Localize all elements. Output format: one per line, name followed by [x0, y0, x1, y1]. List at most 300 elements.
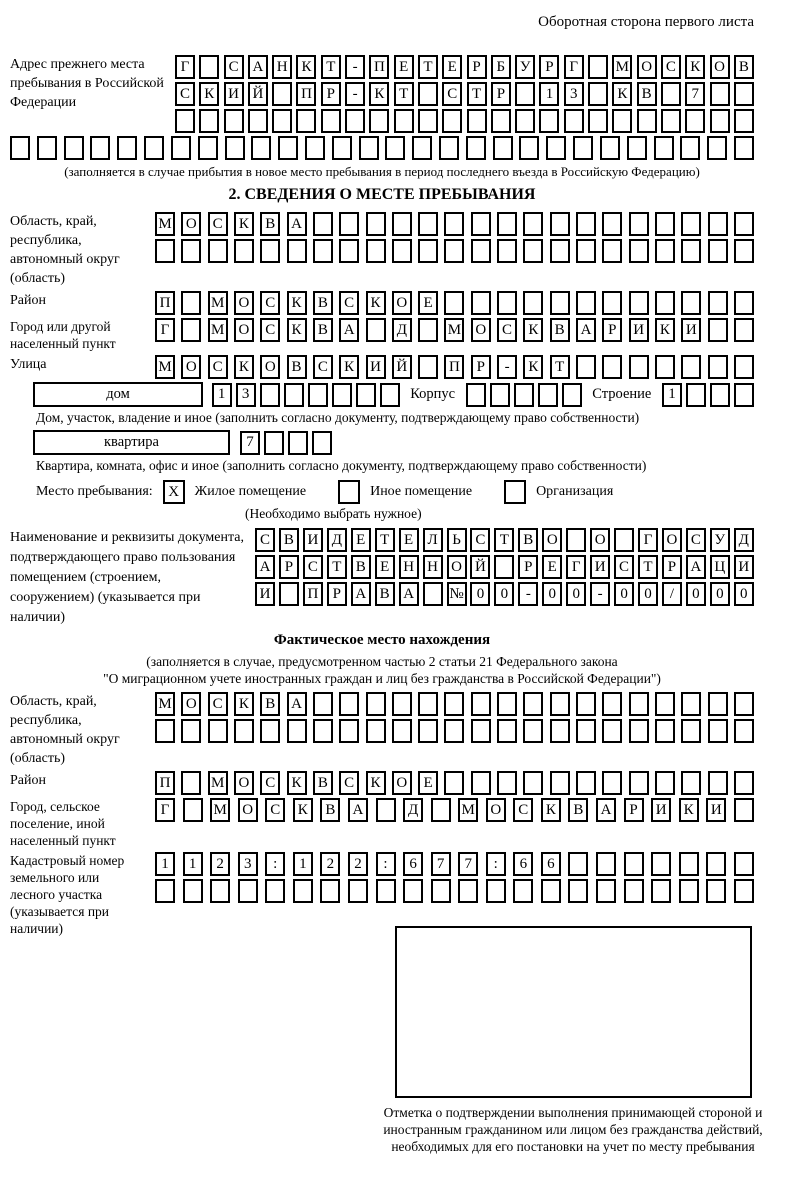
char-box[interactable]: Т	[550, 355, 570, 379]
char-box[interactable]	[602, 291, 622, 315]
char-box[interactable]: К	[287, 318, 307, 342]
char-box[interactable]	[439, 136, 459, 160]
char-box[interactable]: К	[369, 82, 389, 106]
char-box[interactable]	[550, 692, 570, 716]
char-box[interactable]: М	[612, 55, 632, 79]
char-box[interactable]: С	[661, 55, 681, 79]
char-box[interactable]	[550, 212, 570, 236]
char-box[interactable]	[523, 291, 543, 315]
char-box[interactable]: Р	[539, 55, 559, 79]
char-box[interactable]	[208, 239, 228, 263]
char-box[interactable]: Е	[394, 55, 414, 79]
char-box[interactable]: 0	[470, 582, 490, 606]
char-box[interactable]	[467, 109, 487, 133]
char-box[interactable]: В	[260, 212, 280, 236]
char-box[interactable]: И	[706, 798, 726, 822]
char-box[interactable]: 0	[734, 582, 754, 606]
char-box[interactable]	[155, 879, 175, 903]
char-box[interactable]	[523, 239, 543, 263]
char-box[interactable]: С	[208, 692, 228, 716]
char-box[interactable]	[418, 109, 438, 133]
char-box[interactable]: К	[366, 291, 386, 315]
char-box[interactable]	[418, 355, 438, 379]
char-box[interactable]: Т	[394, 82, 414, 106]
char-box[interactable]: У	[710, 528, 730, 552]
char-box[interactable]: М	[208, 291, 228, 315]
char-box[interactable]	[655, 771, 675, 795]
char-box[interactable]	[734, 719, 754, 743]
char-box[interactable]	[369, 109, 389, 133]
char-box[interactable]: О	[181, 355, 201, 379]
char-box[interactable]: 1	[539, 82, 559, 106]
char-box[interactable]: О	[590, 528, 610, 552]
char-box[interactable]: №	[447, 582, 467, 606]
char-box[interactable]	[10, 136, 30, 160]
char-box[interactable]	[380, 383, 400, 407]
char-box[interactable]	[538, 383, 558, 407]
char-box[interactable]: В	[637, 82, 657, 106]
char-box[interactable]	[629, 719, 649, 743]
char-box[interactable]	[392, 239, 412, 263]
char-box[interactable]	[734, 798, 754, 822]
checkbox-organization[interactable]	[504, 480, 526, 504]
char-box[interactable]: Г	[155, 318, 175, 342]
char-box[interactable]: П	[303, 582, 323, 606]
char-box[interactable]	[681, 212, 701, 236]
char-box[interactable]: К	[366, 771, 386, 795]
char-box[interactable]: 0	[566, 582, 586, 606]
char-box[interactable]	[629, 239, 649, 263]
char-box[interactable]: 1	[183, 852, 203, 876]
char-box[interactable]: А	[248, 55, 268, 79]
char-box[interactable]	[629, 212, 649, 236]
char-box[interactable]	[686, 383, 706, 407]
char-box[interactable]	[181, 318, 201, 342]
char-box[interactable]	[339, 239, 359, 263]
char-box[interactable]: Д	[403, 798, 423, 822]
char-box[interactable]: В	[375, 582, 395, 606]
char-box[interactable]	[513, 879, 533, 903]
char-box[interactable]	[225, 136, 245, 160]
char-box[interactable]: С	[442, 82, 462, 106]
char-box[interactable]: О	[234, 318, 254, 342]
char-box[interactable]	[710, 383, 730, 407]
char-box[interactable]	[679, 879, 699, 903]
char-box[interactable]	[523, 771, 543, 795]
char-box[interactable]: Й	[392, 355, 412, 379]
char-box[interactable]: М	[155, 355, 175, 379]
char-box[interactable]: У	[515, 55, 535, 79]
char-box[interactable]	[320, 879, 340, 903]
char-box[interactable]	[471, 239, 491, 263]
char-box[interactable]	[515, 109, 535, 133]
char-box[interactable]: О	[260, 355, 280, 379]
char-box[interactable]	[493, 136, 513, 160]
char-box[interactable]	[710, 109, 730, 133]
char-box[interactable]	[199, 55, 219, 79]
char-box[interactable]	[199, 109, 219, 133]
char-box[interactable]	[576, 291, 596, 315]
char-box[interactable]: В	[550, 318, 570, 342]
char-box[interactable]	[385, 136, 405, 160]
char-box[interactable]: В	[279, 528, 299, 552]
char-box[interactable]: Е	[375, 555, 395, 579]
char-box[interactable]: П	[155, 771, 175, 795]
char-box[interactable]	[576, 771, 596, 795]
char-box[interactable]	[497, 291, 517, 315]
char-box[interactable]	[576, 212, 596, 236]
char-box[interactable]	[734, 879, 754, 903]
char-box[interactable]	[486, 879, 506, 903]
char-box[interactable]: С	[497, 318, 517, 342]
char-box[interactable]	[366, 239, 386, 263]
char-box[interactable]: К	[234, 692, 254, 716]
char-box[interactable]: А	[255, 555, 275, 579]
char-box[interactable]: Н	[423, 555, 443, 579]
char-box[interactable]: С	[303, 555, 323, 579]
char-box[interactable]	[144, 136, 164, 160]
char-box[interactable]: А	[351, 582, 371, 606]
char-box[interactable]: Т	[467, 82, 487, 106]
char-box[interactable]	[629, 771, 649, 795]
char-box[interactable]	[265, 879, 285, 903]
char-box[interactable]	[181, 291, 201, 315]
char-box[interactable]: Р	[279, 555, 299, 579]
char-box[interactable]: 7	[431, 852, 451, 876]
char-box[interactable]	[708, 355, 728, 379]
char-box[interactable]: Т	[321, 55, 341, 79]
char-box[interactable]: 6	[513, 852, 533, 876]
char-box[interactable]	[278, 136, 298, 160]
char-box[interactable]: С	[260, 318, 280, 342]
char-box[interactable]: В	[260, 692, 280, 716]
char-box[interactable]: 0	[494, 582, 514, 606]
char-box[interactable]	[515, 82, 535, 106]
char-box[interactable]: Т	[494, 528, 514, 552]
char-box[interactable]	[539, 109, 559, 133]
char-box[interactable]: К	[293, 798, 313, 822]
char-box[interactable]	[418, 318, 438, 342]
char-box[interactable]: П	[155, 291, 175, 315]
char-box[interactable]	[296, 109, 316, 133]
char-box[interactable]	[651, 852, 671, 876]
char-box[interactable]: 3	[564, 82, 584, 106]
char-box[interactable]: -	[345, 82, 365, 106]
char-box[interactable]	[471, 719, 491, 743]
char-box[interactable]	[248, 109, 268, 133]
char-box[interactable]	[366, 692, 386, 716]
char-box[interactable]: В	[313, 771, 333, 795]
char-box[interactable]: С	[513, 798, 533, 822]
char-box[interactable]	[612, 109, 632, 133]
char-box[interactable]: С	[265, 798, 285, 822]
char-box[interactable]	[312, 431, 332, 455]
char-box[interactable]: 1	[293, 852, 313, 876]
char-box[interactable]: К	[523, 318, 543, 342]
char-box[interactable]	[497, 771, 517, 795]
char-box[interactable]: М	[208, 771, 228, 795]
char-box[interactable]: М	[444, 318, 464, 342]
char-box[interactable]: Б	[491, 55, 511, 79]
char-box[interactable]: 2	[210, 852, 230, 876]
char-box[interactable]	[624, 852, 644, 876]
char-box[interactable]	[418, 239, 438, 263]
char-box[interactable]	[600, 136, 620, 160]
char-box[interactable]	[596, 852, 616, 876]
char-box[interactable]	[313, 692, 333, 716]
char-box[interactable]: А	[596, 798, 616, 822]
char-box[interactable]	[523, 692, 543, 716]
char-box[interactable]	[734, 355, 754, 379]
char-box[interactable]: 3	[238, 852, 258, 876]
char-box[interactable]: Н	[272, 55, 292, 79]
char-box[interactable]	[183, 879, 203, 903]
char-box[interactable]: С	[614, 555, 634, 579]
char-box[interactable]	[183, 798, 203, 822]
char-box[interactable]: А	[399, 582, 419, 606]
char-box[interactable]	[260, 719, 280, 743]
char-box[interactable]	[568, 879, 588, 903]
char-box[interactable]	[287, 239, 307, 263]
char-box[interactable]: 2	[320, 852, 340, 876]
char-box[interactable]	[356, 383, 376, 407]
char-box[interactable]: 6	[403, 852, 423, 876]
char-box[interactable]: Л	[423, 528, 443, 552]
char-box[interactable]	[602, 355, 622, 379]
char-box[interactable]	[519, 136, 539, 160]
char-box[interactable]: 7	[240, 431, 260, 455]
char-box[interactable]	[541, 879, 561, 903]
char-box[interactable]: Е	[418, 291, 438, 315]
char-box[interactable]: 1	[212, 383, 232, 407]
char-box[interactable]	[497, 692, 517, 716]
char-box[interactable]: Р	[602, 318, 622, 342]
char-box[interactable]: М	[155, 212, 175, 236]
char-box[interactable]: Е	[442, 55, 462, 79]
char-box[interactable]: В	[351, 555, 371, 579]
char-box[interactable]	[655, 239, 675, 263]
char-box[interactable]	[155, 239, 175, 263]
char-box[interactable]	[734, 291, 754, 315]
char-box[interactable]	[444, 239, 464, 263]
char-box[interactable]: Р	[467, 55, 487, 79]
char-box[interactable]: 0	[542, 582, 562, 606]
char-box[interactable]	[272, 82, 292, 106]
char-box[interactable]	[471, 771, 491, 795]
char-box[interactable]	[444, 719, 464, 743]
char-box[interactable]	[708, 239, 728, 263]
char-box[interactable]: В	[287, 355, 307, 379]
char-box[interactable]: Р	[327, 582, 347, 606]
char-box[interactable]	[734, 109, 754, 133]
char-box[interactable]	[602, 771, 622, 795]
char-box[interactable]	[64, 136, 84, 160]
char-box[interactable]	[654, 136, 674, 160]
char-box[interactable]	[332, 383, 352, 407]
char-box[interactable]	[117, 136, 137, 160]
char-box[interactable]: Е	[542, 555, 562, 579]
char-box[interactable]	[708, 692, 728, 716]
char-box[interactable]: К	[199, 82, 219, 106]
char-box[interactable]	[366, 212, 386, 236]
char-box[interactable]	[588, 109, 608, 133]
char-box[interactable]	[418, 692, 438, 716]
char-box[interactable]: С	[686, 528, 706, 552]
char-box[interactable]: О	[542, 528, 562, 552]
char-box[interactable]: С	[339, 291, 359, 315]
char-box[interactable]: В	[313, 291, 333, 315]
char-box[interactable]	[734, 318, 754, 342]
char-box[interactable]: Е	[351, 528, 371, 552]
char-box[interactable]	[685, 109, 705, 133]
char-box[interactable]	[181, 239, 201, 263]
char-box[interactable]	[418, 212, 438, 236]
char-box[interactable]	[550, 771, 570, 795]
char-box[interactable]: С	[313, 355, 333, 379]
char-box[interactable]: А	[686, 555, 706, 579]
char-box[interactable]: 7	[458, 852, 478, 876]
char-box[interactable]: Р	[624, 798, 644, 822]
char-box[interactable]: О	[181, 212, 201, 236]
char-box[interactable]: С	[208, 212, 228, 236]
char-box[interactable]: 1	[155, 852, 175, 876]
char-box[interactable]	[423, 582, 443, 606]
char-box[interactable]	[550, 239, 570, 263]
char-box[interactable]: -	[345, 55, 365, 79]
char-box[interactable]: Д	[392, 318, 412, 342]
char-box[interactable]	[418, 719, 438, 743]
char-box[interactable]: О	[392, 771, 412, 795]
char-box[interactable]	[345, 109, 365, 133]
char-box[interactable]	[706, 879, 726, 903]
char-box[interactable]	[394, 109, 414, 133]
char-box[interactable]	[550, 291, 570, 315]
char-box[interactable]: К	[287, 771, 307, 795]
char-box[interactable]	[264, 431, 284, 455]
char-box[interactable]: Р	[518, 555, 538, 579]
char-box[interactable]	[431, 798, 451, 822]
char-box[interactable]: К	[234, 355, 254, 379]
char-box[interactable]: Д	[327, 528, 347, 552]
char-box[interactable]: О	[447, 555, 467, 579]
char-box[interactable]	[602, 212, 622, 236]
char-box[interactable]: Й	[248, 82, 268, 106]
char-box[interactable]: И	[734, 555, 754, 579]
char-box[interactable]	[376, 879, 396, 903]
char-box[interactable]	[198, 136, 218, 160]
char-box[interactable]: Т	[418, 55, 438, 79]
char-box[interactable]	[471, 291, 491, 315]
char-box[interactable]	[564, 109, 584, 133]
char-box[interactable]	[708, 212, 728, 236]
char-box[interactable]	[708, 291, 728, 315]
char-box[interactable]	[655, 212, 675, 236]
char-box[interactable]: -	[590, 582, 610, 606]
char-box[interactable]	[629, 355, 649, 379]
char-box[interactable]: Г	[155, 798, 175, 822]
char-box[interactable]: К	[339, 355, 359, 379]
char-box[interactable]	[497, 212, 517, 236]
char-box[interactable]	[602, 239, 622, 263]
char-box[interactable]: А	[287, 212, 307, 236]
char-box[interactable]: С	[260, 291, 280, 315]
char-box[interactable]	[208, 719, 228, 743]
char-box[interactable]: М	[208, 318, 228, 342]
char-box[interactable]: К	[541, 798, 561, 822]
char-box[interactable]: П	[444, 355, 464, 379]
char-box[interactable]	[573, 136, 593, 160]
char-box[interactable]: Е	[418, 771, 438, 795]
char-box[interactable]: Н	[399, 555, 419, 579]
char-box[interactable]	[359, 136, 379, 160]
char-box[interactable]	[681, 771, 701, 795]
char-box[interactable]	[332, 136, 352, 160]
char-box[interactable]	[90, 136, 110, 160]
char-box[interactable]: И	[681, 318, 701, 342]
char-box[interactable]	[491, 109, 511, 133]
char-box[interactable]: А	[287, 692, 307, 716]
char-box[interactable]	[734, 136, 754, 160]
char-box[interactable]	[596, 879, 616, 903]
char-box[interactable]: И	[255, 582, 275, 606]
char-box[interactable]	[251, 136, 271, 160]
char-box[interactable]: Г	[564, 55, 584, 79]
char-box[interactable]: О	[234, 291, 254, 315]
char-box[interactable]: Й	[470, 555, 490, 579]
char-box[interactable]	[708, 771, 728, 795]
char-box[interactable]	[734, 771, 754, 795]
char-box[interactable]	[171, 136, 191, 160]
char-box[interactable]: В	[568, 798, 588, 822]
char-box[interactable]: П	[296, 82, 316, 106]
char-box[interactable]	[471, 212, 491, 236]
char-box[interactable]: 0	[710, 582, 730, 606]
char-box[interactable]	[627, 136, 647, 160]
char-box[interactable]: К	[685, 55, 705, 79]
char-box[interactable]	[339, 719, 359, 743]
char-box[interactable]: В	[313, 318, 333, 342]
char-box[interactable]: И	[366, 355, 386, 379]
char-box[interactable]: А	[339, 318, 359, 342]
char-box[interactable]	[566, 528, 586, 552]
char-box[interactable]	[637, 109, 657, 133]
char-box[interactable]	[655, 291, 675, 315]
char-box[interactable]: С	[470, 528, 490, 552]
char-box[interactable]	[680, 136, 700, 160]
char-box[interactable]	[238, 879, 258, 903]
char-box[interactable]: /	[662, 582, 682, 606]
char-box[interactable]: В	[734, 55, 754, 79]
checkbox-residential[interactable]	[163, 480, 185, 504]
char-box[interactable]	[308, 383, 328, 407]
char-box[interactable]	[442, 109, 462, 133]
char-box[interactable]	[651, 879, 671, 903]
char-box[interactable]: 0	[686, 582, 706, 606]
char-box[interactable]	[471, 692, 491, 716]
char-box[interactable]	[444, 692, 464, 716]
char-box[interactable]	[708, 719, 728, 743]
char-box[interactable]	[181, 719, 201, 743]
char-box[interactable]: В	[320, 798, 340, 822]
char-box[interactable]: П	[369, 55, 389, 79]
char-box[interactable]	[546, 136, 566, 160]
char-box[interactable]	[339, 692, 359, 716]
char-box[interactable]	[234, 719, 254, 743]
char-box[interactable]: А	[576, 318, 596, 342]
char-box[interactable]	[210, 879, 230, 903]
char-box[interactable]: -	[518, 582, 538, 606]
char-box[interactable]	[497, 719, 517, 743]
